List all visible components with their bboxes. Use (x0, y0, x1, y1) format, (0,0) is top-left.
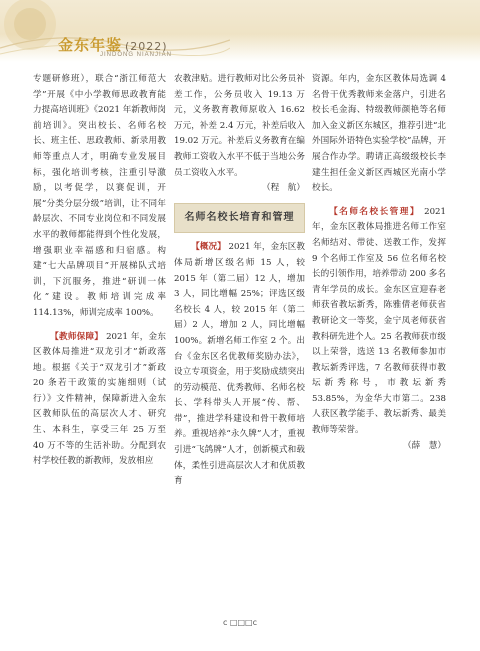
text-column-left (33, 72, 166, 470)
author-credit-1: （程 航） (262, 183, 305, 194)
page-header (0, 0, 480, 62)
paragraph-training: 专题研修班），联合“浙江师范大学”开展《中小学教师思政教育能力提高培训班》《2021 年新教师岗前培训》。突出校长、名师名校长、班主任、思政教师、新录用教师等重点人才，明确专业发展目标，强化培训考核，注重引导激励，以考促学，以赛促训，开展“分类分层分级”培训，让不同年龄层次、不同专业岗位和不同发展水平的教师都能得到个性化发展，增强职业幸福感和归宿感。构建“七大品牌项目”开展梯队式培训，下沉服务，推进“研训一体化”建设。教师培训完成率 114.13%，师训完成率 100%。 (33, 74, 166, 318)
paragraph-master-management-text: 2021 年，金东区教体局推进名师工作室名师结对、带徒、送教工作，发挥 9 个名师工作室及 56 位名师名校长的引领作用，培养带动 200 多名青年学员的成长。金东区宣迎春老师获省教坛新秀，陈雅倩老师获省教研论文一等奖，金宁凤老师获省教科研先进个人。25 名教师获市级以上荣誉，选送 13 名教师参加市教坛新秀评选，7 名教师获得市教坛新秀称号，市教坛新秀 53.85%，为金华大市第二。238 人获区教学能手、教坛新秀、最美教师等荣誉。 (312, 206, 446, 436)
text-column-right (312, 72, 446, 454)
paragraph-master-management (312, 205, 446, 439)
author-credit-2: （薛 慧） (403, 440, 446, 451)
yearbook-subtitle: JINDONG NIANJIAN (100, 52, 173, 58)
yearbook-year: (2022) (125, 40, 168, 53)
section-title-box (174, 203, 305, 234)
paragraph-overview-text: 2021 年，金东区教体局新增区级名师 15 人，较 2015 年（第二届）12 人，增加 3 人，同比增幅 25%；评选区级名校长 4 人，较 2015 年（第二届）2 人，增加 2 人，同比增幅 100%。新增名师工作室 2 个。出台《金东区名优教师奖励办法》，设立专项资金，用于奖励成绩突出的劳动模范、优秀教师、名师名校长、学科带头人开展“传、帮、带”，推进学科建设和骨干教师培养。重视培养“永久牌”人才，重视引进“飞鸽牌”人才，创新模式和载体，柔性引进高层次人才和优质教育 (174, 242, 305, 487)
heading-overview: 【概况】 (191, 242, 226, 253)
paragraph-resources: 资源。年内，金东区教体局选调 4 名骨干优秀教师来金落户，引进名校长毛金海、特级教师颜艳等名师加入金义新区东城区，推荐引进“北外国际外语特色实验学校”品牌，开展合作办学。聘请正高级级校长李建生担任金义新区西城区光南小学校长。 (312, 74, 446, 194)
paragraph-salary: 农教津贴。进行教师对比公务员补差工作，公务员收入 19.13 万元，义务教育教师原收入 16.62 万元，补差 2.4 万元，补差后收入 19.02 万元。补差后义务教育在编教师工资收入水平不低于当地公务员工资收入水平。 (174, 74, 305, 178)
paragraph-teacher-support-text: 2021 年，金东区教体局推进“双龙引才”新政落地。根据《关于“双龙引才”新政 20 条若干政策的实施细则（试行）》文件精神，保障新进入金东区教师队伍的高层次人才、研究生、本科生，享受三年 25 万至 40 万不等的生活补助。分配到农村学校任教的新教师，发放相应 (33, 331, 166, 467)
section-title: 名师名校长培育和管理 (184, 211, 295, 223)
yearbook-title-text: 金东年鉴 (58, 36, 123, 54)
text-column-middle (174, 72, 305, 490)
paragraph-teacher-support (33, 330, 166, 470)
heading-master-management: 【名师名校长管理】 (329, 206, 420, 217)
heading-teacher-support: 【教师保障】 (50, 331, 104, 342)
paragraph-overview (174, 240, 305, 490)
page-number: c □□□c (222, 618, 257, 627)
